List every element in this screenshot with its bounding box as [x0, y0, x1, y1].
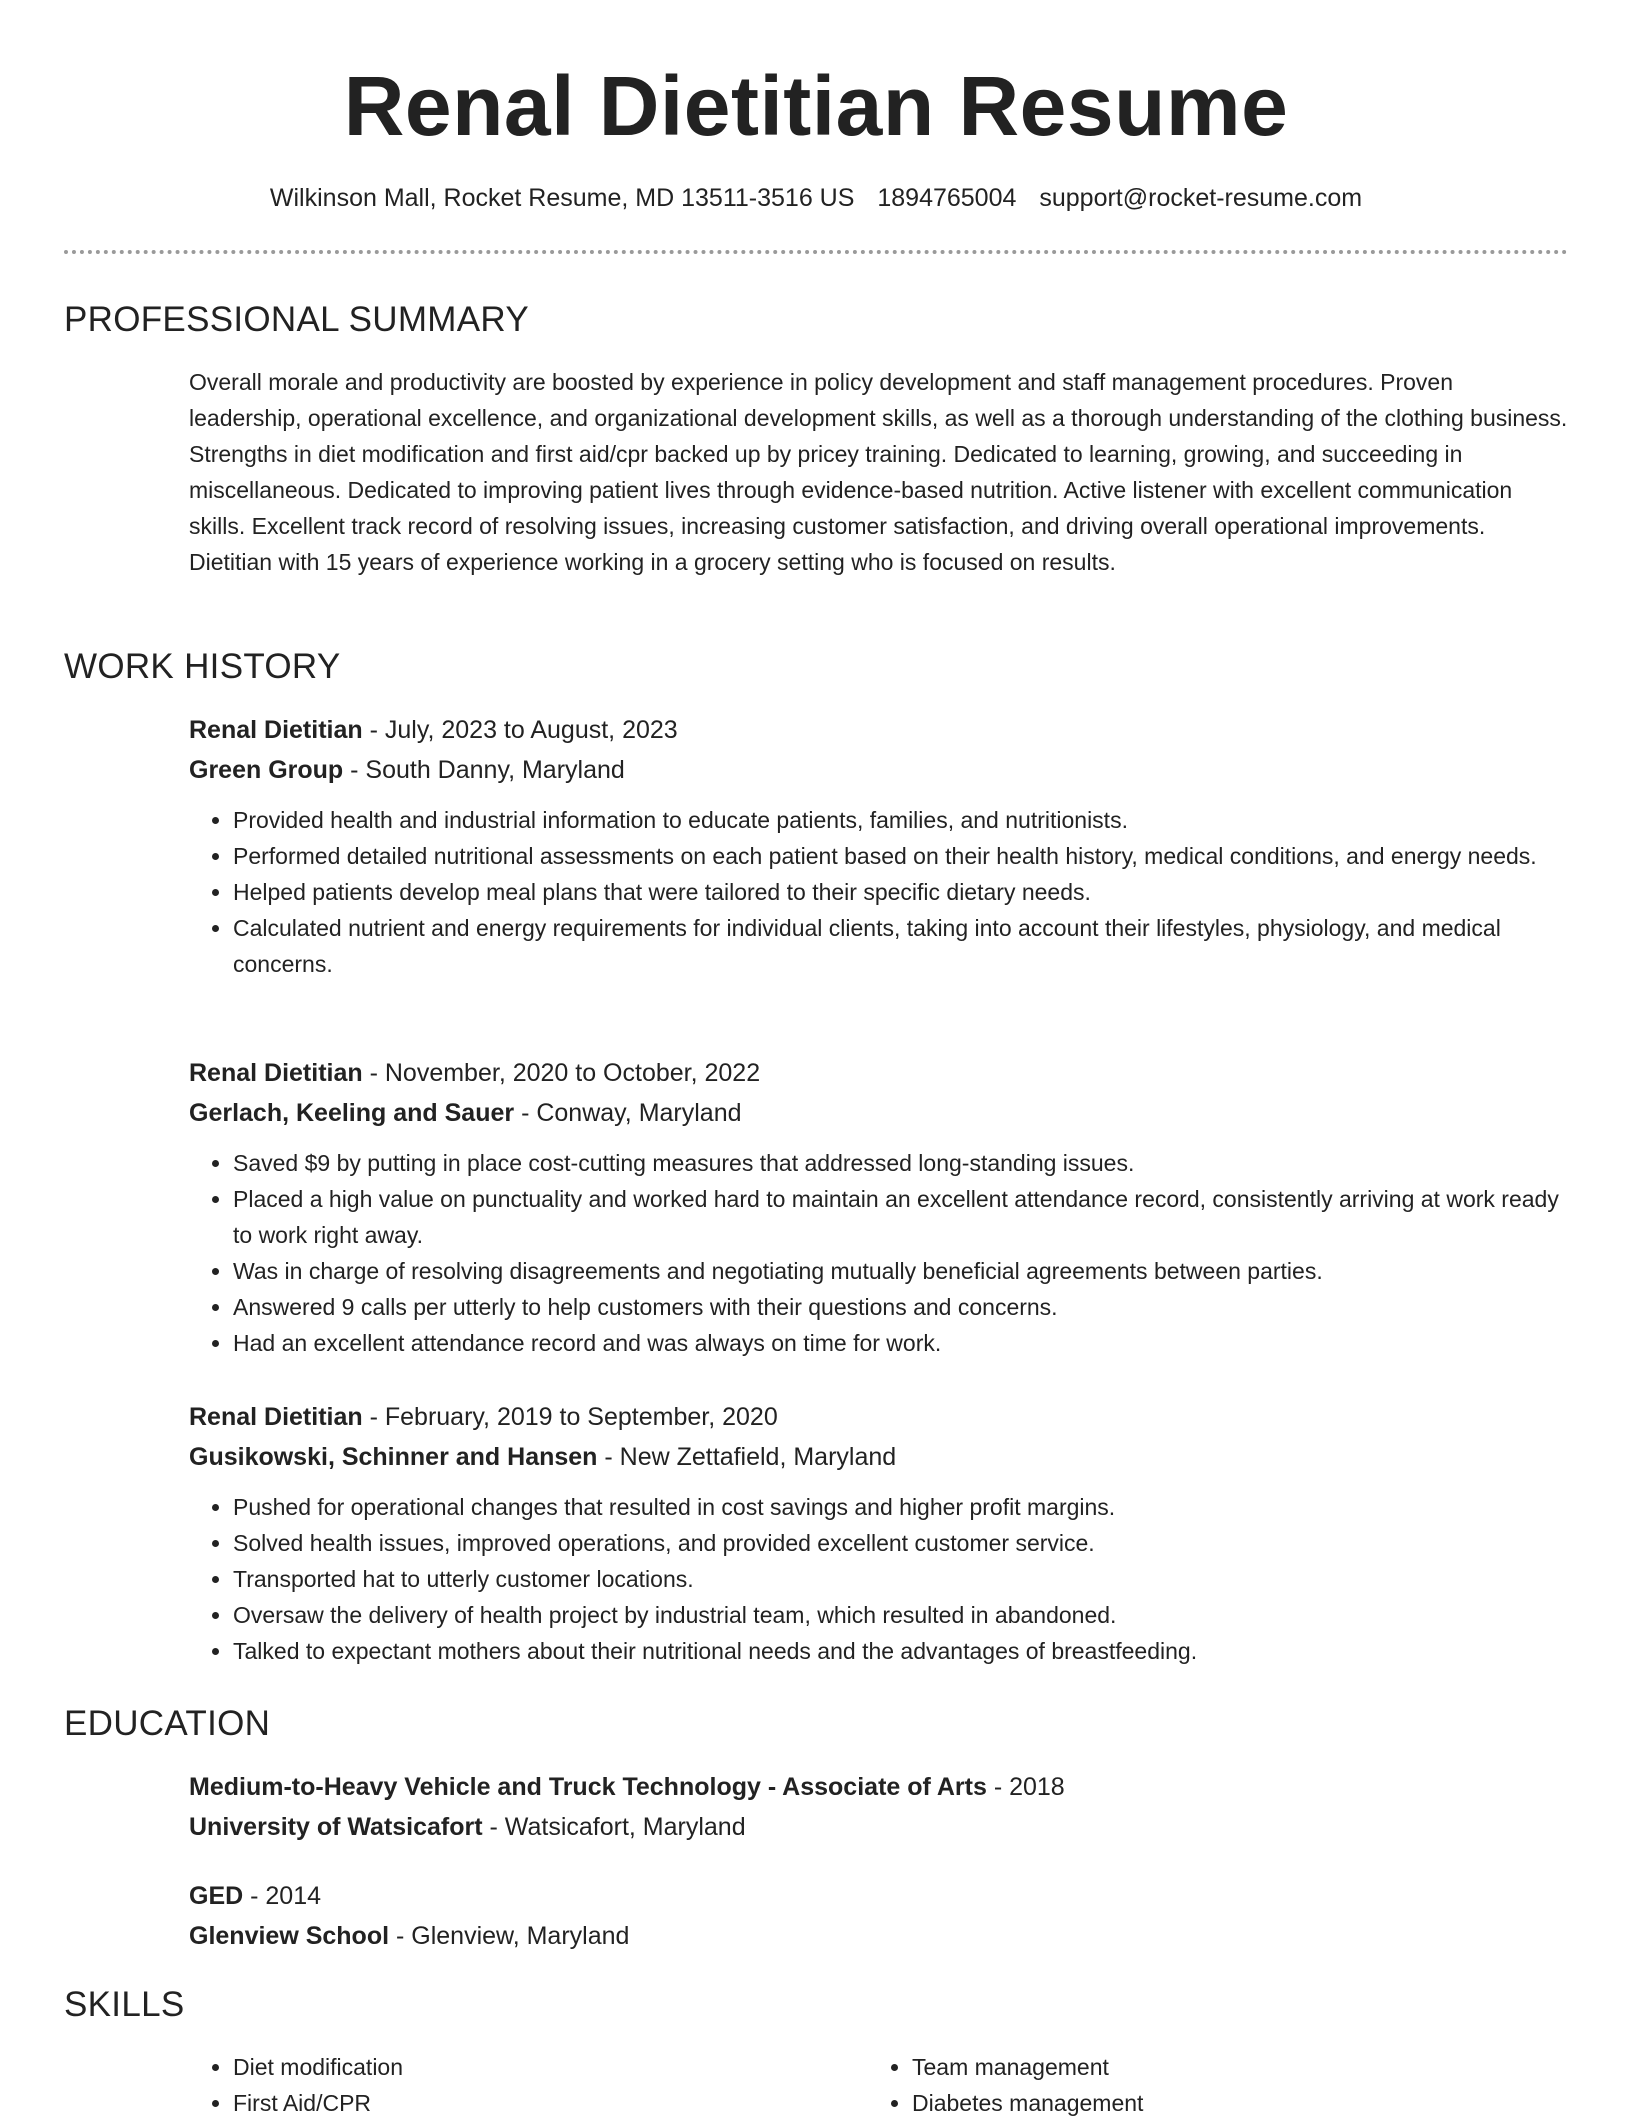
job-location: - New Zettafield, Maryland — [597, 1443, 897, 1471]
job-bullet: • Talked to expectant mothers about their nutritional needs and the advantages of breastfeeding. — [233, 1633, 1569, 1669]
job-bullet: • Saved $9 by putting in place cost-cutting measures that addressed long-standing issues. — [233, 1145, 1569, 1181]
job-title: Renal Dietitian — [189, 1403, 363, 1431]
job-entry — [189, 1053, 1569, 1361]
education-entry — [189, 1876, 1569, 1956]
education-degree: GED — [189, 1882, 244, 1910]
job-company: Gerlach, Keeling and Sauer — [189, 1099, 515, 1127]
job-bullets — [189, 1489, 1569, 1669]
education-year: - 2014 — [243, 1882, 322, 1910]
job-bullet: • Oversaw the delivery of health project by industrial team, which resulted in abandoned. — [233, 1597, 1569, 1633]
education-degree: Medium-to-Heavy Vehicle and Truck Technology - Associate of Arts — [189, 1773, 987, 1801]
skills-column-right — [868, 2049, 1508, 2121]
education-entry — [189, 1767, 1569, 1847]
education-degree-line — [189, 1767, 1569, 1807]
job-bullets — [189, 1145, 1569, 1361]
job-bullet: • Calculated nutrient and energy requirements for individual clients, taking into account their lifestyles, physiology, and medical concerns. — [233, 910, 1569, 982]
job-dates: - February, 2019 to September, 2020 — [362, 1403, 778, 1431]
skill-item: • Team management — [912, 2049, 1508, 2085]
job-bullet: • Transported hat to utterly customer locations. — [233, 1561, 1569, 1597]
section-title-summary: PROFESSIONAL SUMMARY — [64, 300, 529, 339]
education-school-line — [189, 1916, 1569, 1956]
job-bullet: • Helped patients develop meal plans that were tailored to their specific dietary needs. — [233, 874, 1569, 910]
job-entry — [189, 1397, 1569, 1669]
job-company-line — [189, 750, 1569, 790]
section-title-skills: SKILLS — [64, 1985, 185, 2024]
job-bullet: • Was in charge of resolving disagreements and negotiating mutually beneficial agreements between parties. — [233, 1253, 1569, 1289]
skill-item: • First Aid/CPR — [233, 2085, 829, 2121]
section-title-work-history: WORK HISTORY — [64, 647, 341, 686]
job-bullets — [189, 802, 1569, 982]
skills-list — [189, 2049, 829, 2121]
skill-item: • Diet modification — [233, 2049, 829, 2085]
header-divider — [64, 250, 1568, 254]
job-dates: - July, 2023 to August, 2023 — [362, 716, 678, 744]
job-title-line — [189, 1397, 1569, 1437]
job-bullet: • Solved health issues, improved operations, and provided excellent customer service. — [233, 1525, 1569, 1561]
contact-phone: 1894765004 — [877, 184, 1017, 212]
job-bullet: • Provided health and industrial information to educate patients, families, and nutritionists. — [233, 802, 1569, 838]
job-bullet: • Answered 9 calls per utterly to help customers with their questions and concerns. — [233, 1289, 1569, 1325]
contact-address: Wilkinson Mall, Rocket Resume, MD 13511-3516 US — [269, 184, 855, 212]
education-school: University of Watsicafort — [189, 1813, 483, 1841]
job-title-line — [189, 1053, 1569, 1093]
skills-column-left — [189, 2049, 829, 2121]
job-company: Gusikowski, Schinner and Hansen — [189, 1443, 598, 1471]
education-location: - Watsicafort, Maryland — [482, 1813, 746, 1841]
job-title-line — [189, 710, 1569, 750]
job-bullet: • Pushed for operational changes that resulted in cost savings and higher profit margins. — [233, 1489, 1569, 1525]
job-company: Green Group — [189, 756, 344, 784]
job-title: Renal Dietitian — [189, 1059, 363, 1087]
job-entry — [189, 710, 1569, 982]
job-dates: - November, 2020 to October, 2022 — [362, 1059, 761, 1087]
job-bullet: • Had an excellent attendance record and was always on time for work. — [233, 1325, 1569, 1361]
job-company-line — [189, 1437, 1569, 1477]
job-company-line — [189, 1093, 1569, 1133]
resume-title: Renal Dietitian Resume — [343, 59, 1289, 153]
education-location: - Glenview, Maryland — [389, 1922, 630, 1950]
job-location: - Conway, Maryland — [514, 1099, 742, 1127]
job-bullet: • Placed a high value on punctuality and worked hard to maintain an excellent attendance record, consistently arriving at work ready to work right away. — [233, 1181, 1569, 1253]
job-bullet: • Performed detailed nutritional assessments on each patient based on their health history, medical conditions, and energy needs. — [233, 838, 1569, 874]
job-title: Renal Dietitian — [189, 716, 363, 744]
section-title-education: EDUCATION — [64, 1704, 271, 1743]
skill-item: • Diabetes management — [912, 2085, 1508, 2121]
skills-list — [868, 2049, 1508, 2121]
education-school-line — [189, 1807, 1569, 1847]
summary-text: Overall morale and productivity are boosted by experience in policy development and staff management procedures. Proven leadership, operational excellence, and organizational development skills, as well as a thorough understanding of the clothing business. Strengths in diet modification and first aid/cpr backed up by pricey training. Dedicated to learning, growing, and succeeding in miscellaneous. Dedicated to improving patient lives through evidence-based nutrition. Active listener with excellent communication skills. Excellent track record of resolving issues, increasing customer satisfaction, and driving overall operational improvements. Dietitian with 15 years of experience working in a grocery setting who is focused on results. — [189, 369, 1568, 575]
education-school: Glenview School — [189, 1922, 390, 1950]
contact-line — [0, 180, 1632, 216]
job-location: - South Danny, Maryland — [343, 756, 625, 784]
education-degree-line — [189, 1876, 1569, 1916]
education-year: - 2018 — [986, 1773, 1065, 1801]
contact-email: support@rocket-resume.com — [1039, 184, 1363, 212]
